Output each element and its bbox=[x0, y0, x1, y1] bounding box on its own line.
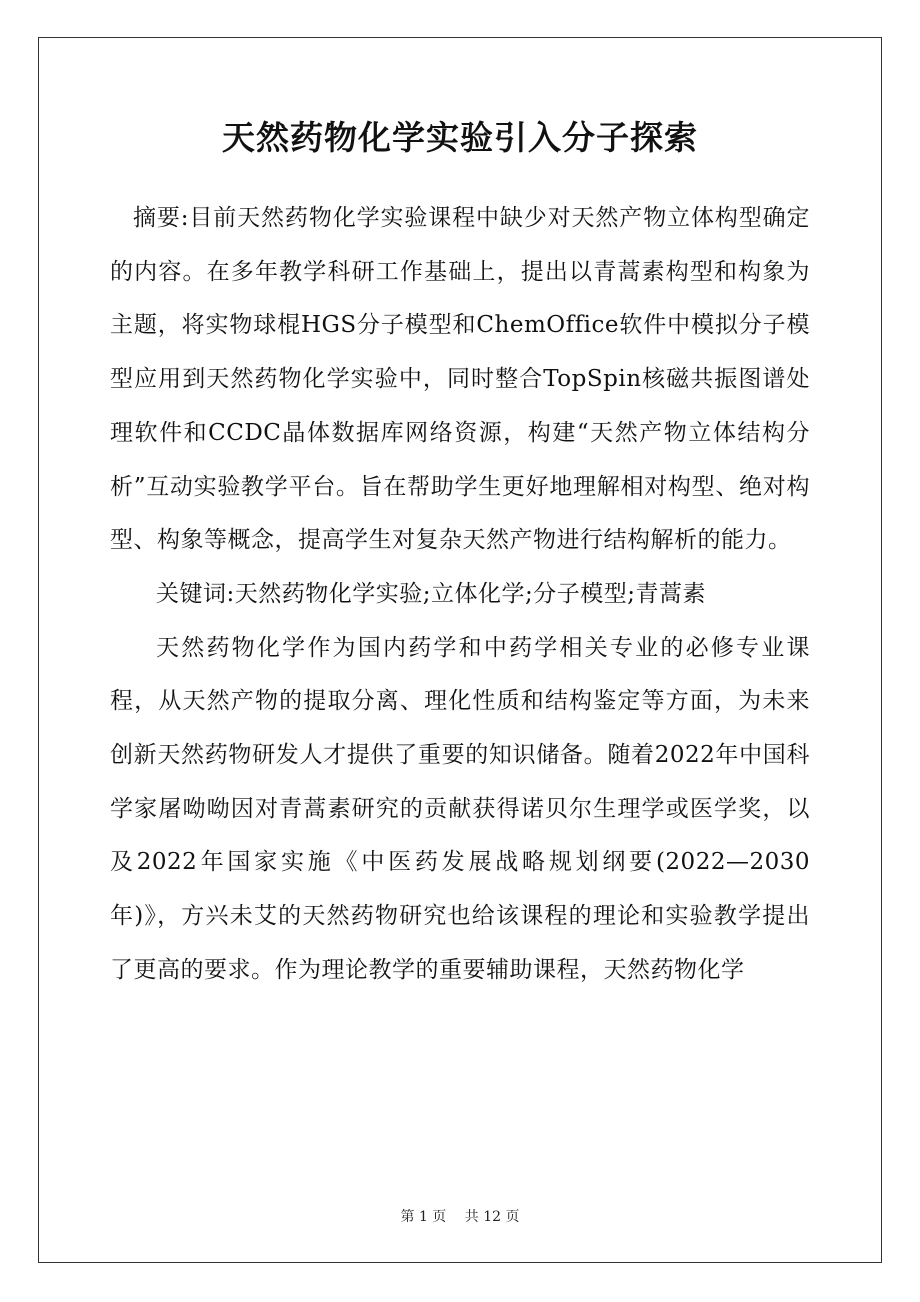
document-title: 天然药物化学实验引入分子探索 bbox=[222, 118, 698, 157]
abstract-paragraph: 摘要:目前天然药物化学实验课程中缺少对天然产物立体构型确定的内容。在多年教学科研工作基础上，提出以青蒿素构型和构象为主题，将实物球棍HGS分子模型和ChemOffice软件中模拟分子模型应用到天然药物化学实验中，同时整合TopSpin核磁共振图谱处理软件和CCDC晶体数据库网络资源，构建“天然产物立体结构分析”互动实验教学平台。旨在帮助学生更好地理解相对构型、绝对构型、构象等概念，提高学生对复杂天然产物进行结构解析的能力。 bbox=[110, 205, 810, 554]
keywords-paragraph: 关键词:天然药物化学实验;立体化学;分子模型;青蒿素 bbox=[156, 580, 706, 607]
page-footer bbox=[0, 1206, 920, 1226]
document-body bbox=[110, 192, 810, 998]
body-paragraph: 天然药物化学作为国内药学和中药学相关专业的必修专业课程，从天然产物的提取分离、理化性质和结构鉴定等方面，为未来创新天然药物研发人才提供了重要的知识储备。随着2022年中国科学家屠呦呦因对青蒿素研究的贡献获得诺贝尔生理学或医学奖，以及2022年国家实施《中医药发展战略规划纲要(2022—2030年)》，方兴未艾的天然药物研究也给该课程的理论和实验教学提出了更高的要求。作为理论教学的重要辅助课程，天然药物化学 bbox=[110, 634, 810, 983]
page-total: 共 12 页 bbox=[464, 1209, 520, 1225]
page-number: 第 1 页 bbox=[400, 1209, 447, 1225]
